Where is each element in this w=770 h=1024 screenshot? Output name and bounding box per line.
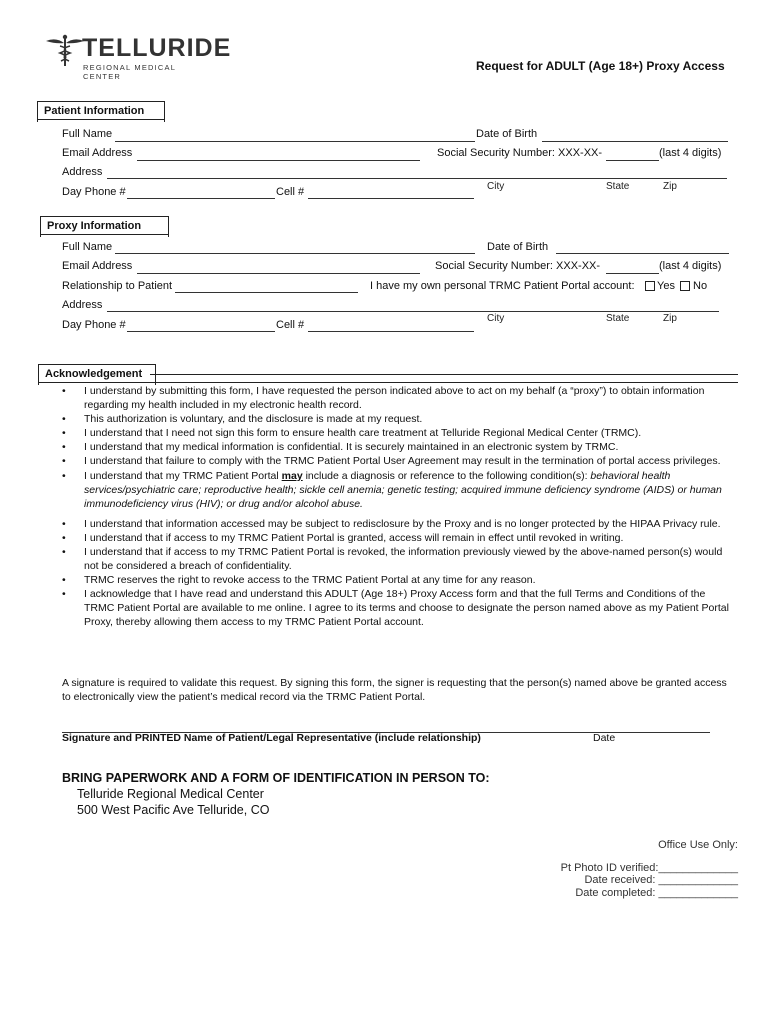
office-date-completed: Date completed: _____________ xyxy=(575,887,738,899)
proxy-cell-field[interactable] xyxy=(308,331,474,332)
proxy-dob-field[interactable] xyxy=(556,253,729,254)
patient-full-name-field[interactable] xyxy=(115,141,475,142)
portal-yes-checkbox[interactable] xyxy=(645,281,655,291)
signature-label: Signature and PRINTED Name of Patient/Legal Representative (include relationship) xyxy=(62,732,481,744)
proxy-email-field[interactable] xyxy=(137,273,420,274)
patient-cell-label: Cell # xyxy=(276,186,305,198)
ack-item: • This authorization is voluntary, and the disclosure is made at my request. xyxy=(62,413,423,425)
proxy-state-label: State xyxy=(606,313,630,324)
patient-ssn-label: Social Security Number: XXX-XX- xyxy=(437,147,603,159)
section-ack-title: Acknowledgement xyxy=(38,364,156,385)
proxy-zip-label: Zip xyxy=(663,313,677,324)
patient-full-name-label: Full Name xyxy=(62,128,113,140)
patient-state-label: State xyxy=(606,181,630,192)
proxy-email-label: Email Address xyxy=(62,260,133,272)
ack-item: • I understand that failure to comply with the TRMC Patient Portal User Agreement may result in the termination of portal access privileges. xyxy=(62,455,721,467)
office-photo-id: Pt Photo ID verified:_____________ xyxy=(560,862,738,874)
section-patient-title: Patient Information xyxy=(37,101,165,122)
ack-item: • I understand by submitting this form, I have requested the person indicated above to act on my behalf (a “proxy”) to obtain information regarding my health included in my electronic health record. xyxy=(62,385,705,411)
logo-main-text: TELLURIDE xyxy=(82,34,232,62)
logo-sub-text: REGIONAL MEDICAL CENTER xyxy=(83,63,176,81)
caduceus-icon xyxy=(44,34,86,68)
proxy-dob-label: Date of Birth xyxy=(487,241,549,253)
bring-line-2: 500 West Pacific Ave Telluride, CO xyxy=(77,803,270,817)
portal-yes-label: Yes xyxy=(657,280,675,292)
proxy-ssn-label: Social Security Number: XXX-XX- xyxy=(435,260,601,272)
patient-dob-label: Date of Birth xyxy=(476,128,538,140)
page-title: Request for ADULT (Age 18+) Proxy Access xyxy=(476,59,725,73)
ack-item: • I understand that information accessed may be subject to redisclosure by the Proxy and is no longer protected by the HIPAA Privacy rule. xyxy=(62,518,721,530)
patient-dob-field[interactable] xyxy=(542,141,728,142)
patient-email-field[interactable] xyxy=(137,160,420,161)
patient-ssn-suffix: (last 4 digits) xyxy=(659,147,722,159)
signature-date-label: Date xyxy=(593,732,616,744)
proxy-address-label: Address xyxy=(62,299,103,311)
patient-zip-label: Zip xyxy=(663,181,677,192)
patient-address-label: Address xyxy=(62,166,103,178)
ack-item: • I understand that my medical information is confidential. It is securely maintained in an electronic system by TRMC. xyxy=(62,441,619,453)
patient-day-phone-label: Day Phone # xyxy=(62,186,126,198)
patient-cell-field[interactable] xyxy=(308,198,474,199)
proxy-address-field[interactable] xyxy=(107,311,719,312)
section-patient-rule xyxy=(37,119,164,120)
proxy-day-phone-label: Day Phone # xyxy=(62,319,126,331)
proxy-portal-question: I have my own personal TRMC Patient Portal account: xyxy=(370,280,635,292)
ack-item: • TRMC reserves the right to revoke access to the TRMC Patient Portal at any time for any reason. xyxy=(62,574,536,586)
ack-item: • I understand that I need not sign this form to ensure health care treatment at Telluride Regional Medical Center (TRMC). xyxy=(62,427,642,439)
proxy-full-name-field[interactable] xyxy=(115,253,475,254)
ack-item: • I understand that my TRMC Patient Portal may include a diagnosis or reference to the following condition(s): behavioral health services/psychiatric care; reproductive health; sickle cell anemia; genetic testing; acquired immune deficiency syndrome (AIDS) or human immunodeficiency virus (HIV); or drug and/or alcohol abuse. xyxy=(62,470,722,510)
section-proxy-rule xyxy=(40,234,168,235)
patient-ssn-field[interactable] xyxy=(606,160,659,161)
bring-line-1: Telluride Regional Medical Center xyxy=(77,787,264,801)
patient-city-label: City xyxy=(487,181,505,192)
proxy-relationship-field[interactable] xyxy=(175,292,358,293)
proxy-day-phone-field[interactable] xyxy=(127,331,275,332)
acknowledgement-list xyxy=(62,384,730,629)
portal-no-label: No xyxy=(693,280,708,292)
ack-item: • I understand that if access to my TRMC Patient Portal is revoked, the information previously viewed by the above-named person(s) would not be considered a breach of confidentiality. xyxy=(62,546,723,572)
patient-address-field[interactable] xyxy=(107,178,727,179)
proxy-relationship-label: Relationship to Patient xyxy=(62,280,173,292)
patient-day-phone-field[interactable] xyxy=(127,198,275,199)
proxy-ssn-field[interactable] xyxy=(606,273,659,274)
section-proxy-title: Proxy Information xyxy=(40,216,169,237)
portal-no-checkbox[interactable] xyxy=(680,281,690,291)
proxy-full-name-label: Full Name xyxy=(62,241,113,253)
ack-item: • I understand that if access to my TRMC Patient Portal is granted, access will remain in effect until revoked in writing. xyxy=(62,532,624,544)
office-use-heading: Office Use Only: xyxy=(658,839,738,851)
logo xyxy=(44,34,232,81)
proxy-cell-label: Cell # xyxy=(276,319,305,331)
patient-email-label: Email Address xyxy=(62,147,133,159)
section-ack-rule xyxy=(38,382,738,383)
ack-item: • I acknowledge that I have read and understand this ADULT (Age 18+) Proxy Access form and that the full Terms and Conditions of the TRMC Patient Portal are available to me online. I agree to its terms and choose to designate the person named above as my Patient Portal Proxy, thereby allowing them access to my TRMC Patient Portal account. xyxy=(62,588,729,628)
proxy-city-label: City xyxy=(487,313,505,324)
office-date-received: Date received: _____________ xyxy=(584,874,738,886)
bring-heading: BRING PAPERWORK AND A FORM OF IDENTIFICATION IN PERSON TO: xyxy=(62,771,490,785)
signature-note: A signature is required to validate this request. By signing this form, the signer is requesting that the person(s) named above be granted access to electronically view the patient’s medical record via the TRMC Patient Portal. xyxy=(62,677,727,703)
proxy-ssn-suffix: (last 4 digits) xyxy=(659,260,722,272)
